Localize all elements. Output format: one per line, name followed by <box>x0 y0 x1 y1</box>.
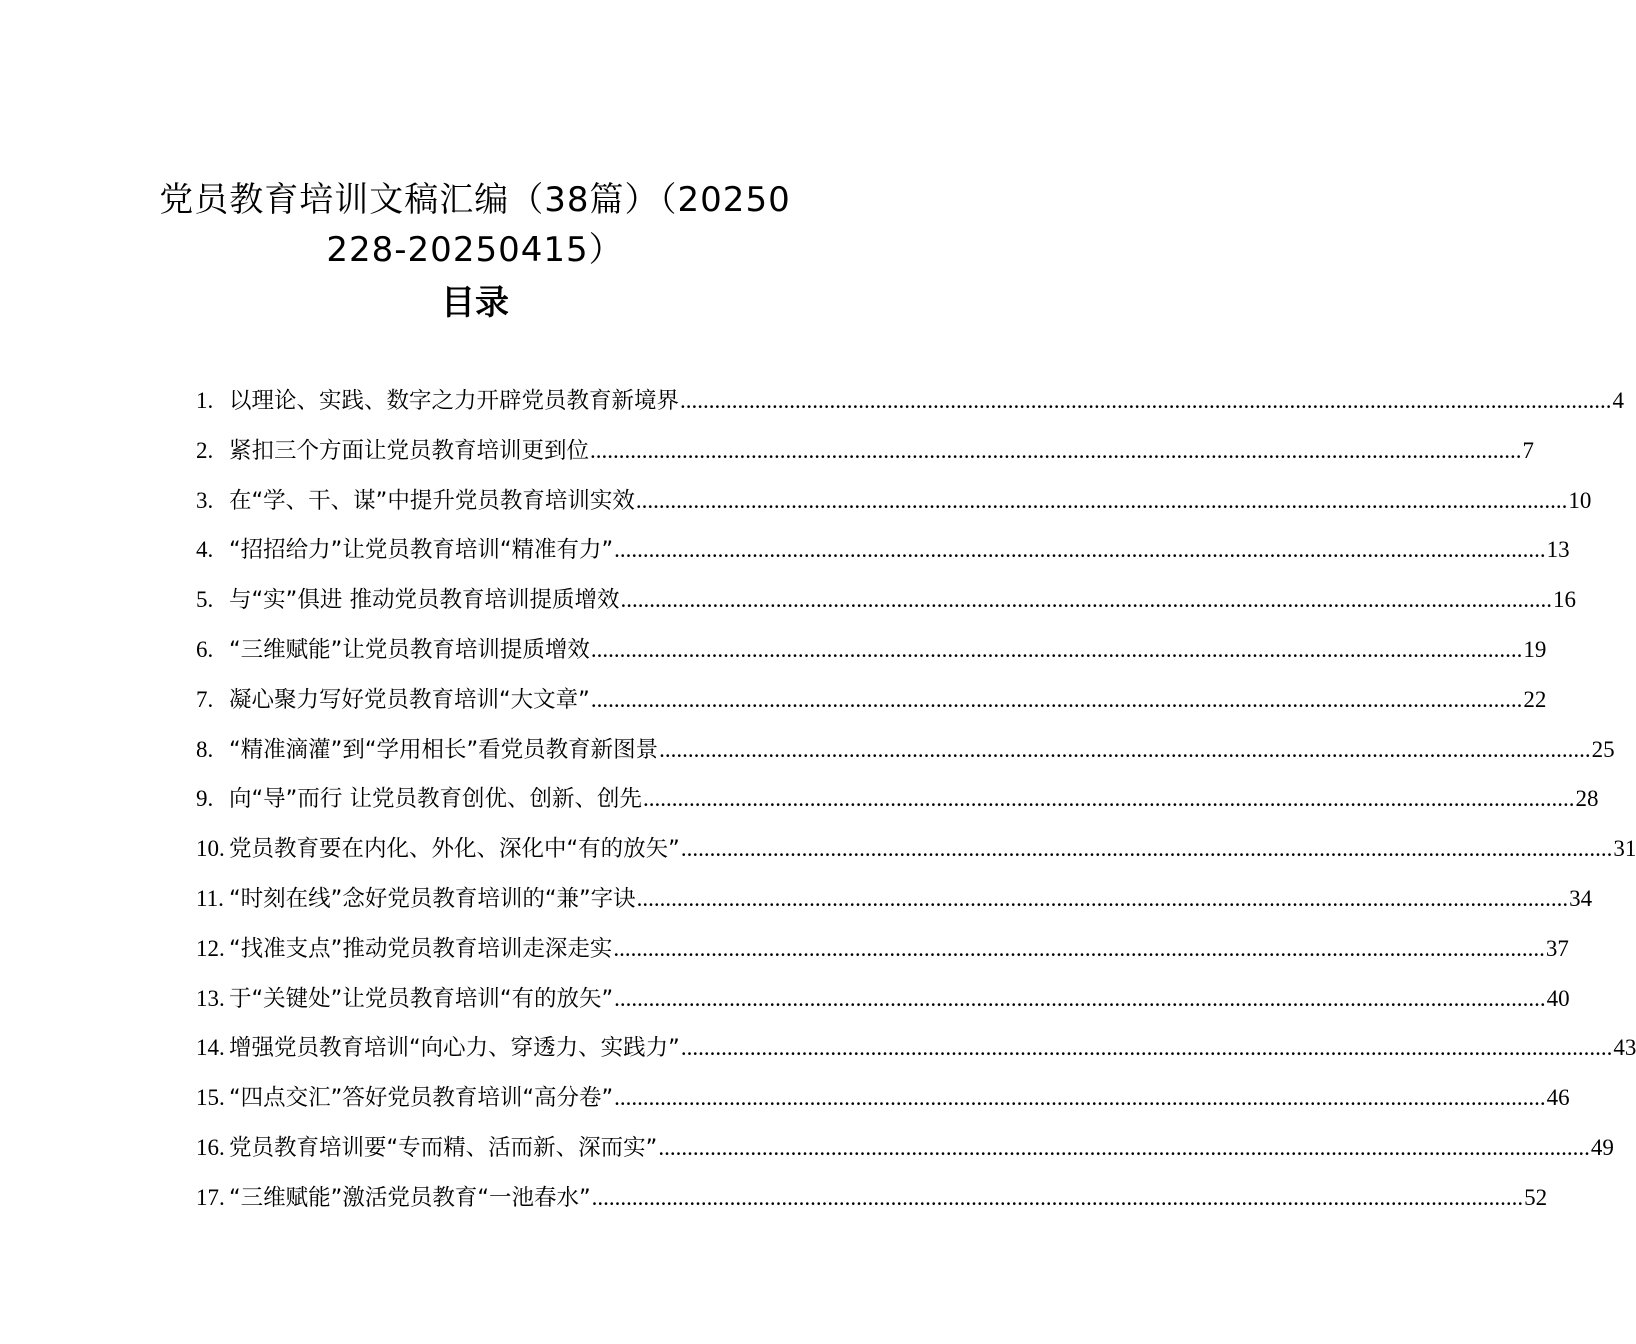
toc-entry-title: “三维赋能”让党员教育培训提质增效 <box>229 636 590 663</box>
toc-entry[interactable] <box>196 1075 1570 1125</box>
toc-entry[interactable] <box>196 876 1593 926</box>
toc-entry-leader-dots <box>643 776 1575 822</box>
toc-entry-page-number: 46 <box>1546 1085 1570 1111</box>
toc-entry-page-number: 49 <box>1590 1134 1614 1160</box>
toc-entry-page-number: 34 <box>1569 885 1593 911</box>
toc-entry-title: “时刻在线”念好党员教育培训的“兼”字诀 <box>229 885 636 912</box>
toc-entry-title: 党员教育培训要“专而精、活而新、深而实” <box>229 1134 658 1161</box>
toc-entry-number: 14. <box>196 1035 225 1061</box>
toc-entry-leader-dots <box>636 478 1568 524</box>
toc-entry-number: 17. <box>196 1184 225 1210</box>
toc-entry-title: “精准滴灌”到“学用相长”看党员教育新图景 <box>229 736 659 763</box>
toc-entry[interactable] <box>196 527 1570 577</box>
toc-entry[interactable] <box>196 826 1636 876</box>
toc-entry-title: “四点交汇”答好党员教育培训“高分卷” <box>229 1085 614 1112</box>
toc-entry-page-number: 31 <box>1613 836 1636 862</box>
toc-entry-title: 紧扣三个方面让党员教育培训更到位 <box>229 437 590 464</box>
toc-entry-number: 12. <box>196 935 225 961</box>
document-title <box>130 175 820 275</box>
toc-entry-number: 9. <box>196 786 214 812</box>
toc-entry-page-number: 10 <box>1568 487 1592 513</box>
toc-entry-title: 党员教育要在内化、外化、深化中“有的放矢” <box>229 836 680 863</box>
toc-entry[interactable] <box>196 428 1535 478</box>
toc-entry-leader-dots <box>613 926 1545 972</box>
toc-entry-page-number: 43 <box>1613 1035 1636 1061</box>
document-title-line-2: 228-20250415） <box>326 230 624 270</box>
toc-entry-number: 5. <box>196 587 214 613</box>
toc-entry-leader-dots <box>681 1025 1613 1071</box>
toc-entry-title: 与“实”俱进 推动党员教育培训提质增效 <box>229 587 620 614</box>
toc-entry-number: 13. <box>196 985 225 1011</box>
toc-entry-number: 6. <box>196 636 214 662</box>
toc-entry[interactable] <box>196 478 1592 528</box>
toc-entry-number: 15. <box>196 1085 225 1111</box>
toc-entry[interactable] <box>196 926 1569 976</box>
toc-entry-page-number: 19 <box>1523 636 1547 662</box>
toc-entry[interactable] <box>196 976 1570 1026</box>
toc-entry-leader-dots <box>590 428 1522 474</box>
toc-entry-title: “三维赋能”激活党员教育“一池春水” <box>229 1184 591 1211</box>
toc-entry-number: 4. <box>196 537 214 563</box>
toc-entry-title: 于“关键处”让党员教育培训“有的放矢” <box>229 985 614 1012</box>
toc-entry-number: 7. <box>196 686 214 712</box>
toc-entry-page-number: 7 <box>1522 437 1535 463</box>
toc-entry-number: 8. <box>196 736 214 762</box>
toc-entry-leader-dots <box>680 378 1612 424</box>
toc-heading: 目录 <box>441 283 509 323</box>
toc-entry[interactable] <box>196 1025 1636 1075</box>
toc-entry-page-number: 37 <box>1545 935 1569 961</box>
toc-entry-title: 在“学、干、谋”中提升党员教育培训实效 <box>229 487 635 514</box>
document-title-line-1: 党员教育培训文稿汇编（38篇）（20250 <box>159 180 791 220</box>
toc-entry[interactable] <box>196 677 1547 727</box>
toc-entry-leader-dots <box>614 976 1546 1022</box>
toc-entry-page-number: 25 <box>1591 736 1615 762</box>
toc-entry-leader-dots <box>637 876 1569 922</box>
toc-entry-leader-dots <box>614 1075 1546 1121</box>
toc-entry-number: 2. <box>196 437 214 463</box>
toc-entry-number: 1. <box>196 388 214 413</box>
toc-entry-title: 增强党员教育培训“向心力、穿透力、实践力” <box>229 1035 680 1062</box>
toc-entry-title: 以理论、实践、数字之力开辟党员教育新境界 <box>229 388 680 414</box>
toc-entry[interactable] <box>196 1175 1548 1225</box>
toc-entry-page-number: 40 <box>1546 985 1570 1011</box>
toc-entry-page-number: 4 <box>1612 388 1625 413</box>
toc-entry[interactable] <box>196 627 1547 677</box>
toc-entry-title: 向“导”而行 让党员教育创优、创新、创先 <box>229 786 642 813</box>
toc-entry-title: “招招给力”让党员教育培训“精准有力” <box>229 537 614 564</box>
toc-entry-leader-dots <box>658 1125 1590 1171</box>
toc-entry-leader-dots <box>614 527 1546 573</box>
toc-entry-page-number: 52 <box>1524 1184 1548 1210</box>
toc-entry-leader-dots <box>591 677 1523 723</box>
toc-entry[interactable] <box>196 577 1576 627</box>
toc-entry-number: 11. <box>196 885 224 911</box>
toc-entry-page-number: 16 <box>1552 587 1576 613</box>
toc-entry-leader-dots <box>591 627 1523 673</box>
toc-entry-leader-dots <box>681 826 1613 872</box>
toc-entry-leader-dots <box>592 1175 1524 1221</box>
toc-entry-leader-dots <box>620 577 1552 623</box>
table-of-contents <box>196 378 1636 1225</box>
toc-entry[interactable] <box>196 378 1625 428</box>
toc-entry-page-number: 13 <box>1546 537 1570 563</box>
toc-entry[interactable] <box>196 776 1599 826</box>
toc-entry-number: 16. <box>196 1134 225 1160</box>
toc-entry-page-number: 28 <box>1575 786 1599 812</box>
toc-entry-title: “找准支点”推动党员教育培训走深走实 <box>229 935 613 962</box>
toc-entry-leader-dots <box>659 727 1591 773</box>
toc-entry[interactable] <box>196 727 1615 777</box>
toc-entry-number: 3. <box>196 487 214 513</box>
toc-entry[interactable] <box>196 1125 1614 1175</box>
toc-entry-number: 10. <box>196 836 225 862</box>
toc-entry-page-number: 22 <box>1523 686 1547 712</box>
toc-entry-title: 凝心聚力写好党员教育培训“大文章” <box>229 686 590 713</box>
